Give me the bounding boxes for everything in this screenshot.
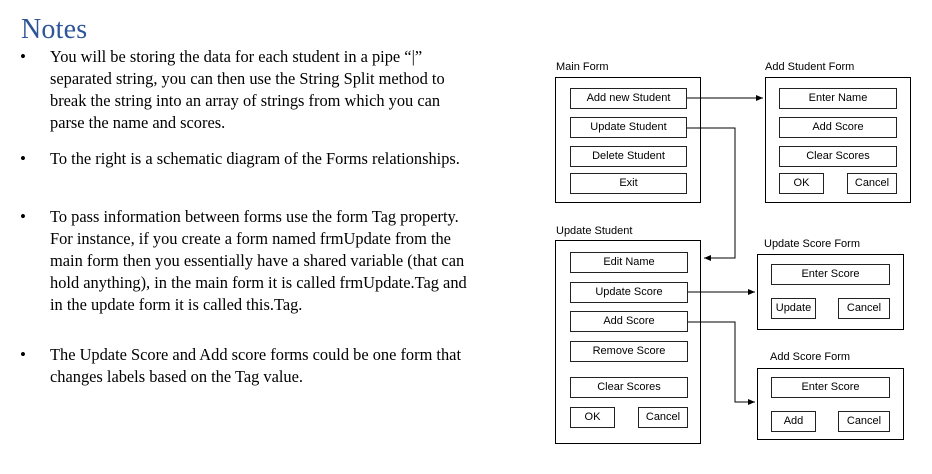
add-score-button[interactable]: Add Score — [570, 311, 688, 332]
update-button[interactable]: Update — [771, 298, 816, 319]
bullet-line: hold anything), in the main form it is called frmUpdate.Tag and — [50, 273, 467, 292]
bullet-line: To the right is a schematic diagram of the Forms relationships. — [50, 149, 460, 168]
cancel-button[interactable]: Cancel — [838, 298, 890, 319]
bullet-dot: • — [20, 345, 26, 364]
update-score-form-title: Update Score Form — [764, 238, 860, 250]
ok-button[interactable]: OK — [570, 407, 615, 428]
cancel-button[interactable]: Cancel — [838, 411, 890, 432]
enter-name-field[interactable]: Enter Name — [779, 88, 897, 109]
bullet-dot: • — [20, 207, 26, 226]
update-score-button[interactable]: Update Score — [570, 282, 688, 303]
arrow-update-student — [687, 128, 735, 258]
delete-student-button[interactable]: Delete Student — [570, 146, 687, 167]
update-student-form-title: Update Student — [556, 225, 633, 237]
cancel-button[interactable]: Cancel — [847, 173, 897, 194]
add-student-form-title: Add Student Form — [765, 61, 855, 73]
cancel-button[interactable]: Cancel — [638, 407, 688, 428]
main-form-title: Main Form — [556, 61, 609, 73]
add-new-student-button[interactable]: Add new Student — [570, 88, 687, 109]
page-title: Notes — [21, 14, 88, 45]
bullet-line: To pass information between forms use the form Tag property. — [50, 207, 459, 226]
enter-score-field[interactable]: Enter Score — [771, 377, 890, 398]
bullet-dot: • — [20, 47, 26, 66]
bullet-line: break the string into an array of strings from which you can — [50, 91, 441, 110]
bullet-dot: • — [20, 149, 26, 168]
bullet-line: changes labels based on the Tag value. — [50, 367, 303, 386]
bullet-line: main form then you essentially have a shared variable (that can — [50, 251, 465, 270]
add-score-form-title: Add Score Form — [770, 351, 851, 363]
bullet-line: in the update form it is called this.Tag. — [50, 295, 303, 314]
add-button[interactable]: Add — [771, 411, 816, 432]
bullet-line: separated string, you can then use the String Split method to — [50, 69, 445, 88]
clear-scores-button[interactable]: Clear Scores — [570, 377, 688, 398]
bullet-line: The Update Score and Add score forms could be one form that — [50, 345, 462, 364]
exit-button[interactable]: Exit — [570, 173, 687, 194]
arrow-add-score — [688, 322, 755, 402]
edit-name-button[interactable]: Edit Name — [570, 252, 688, 273]
clear-scores-button[interactable]: Clear Scores — [779, 146, 897, 167]
update-student-button[interactable]: Update Student — [570, 117, 687, 138]
ok-button[interactable]: OK — [779, 173, 824, 194]
bullet-line: parse the name and scores. — [50, 113, 226, 132]
remove-score-button[interactable]: Remove Score — [570, 341, 688, 362]
bullet-line: For instance, if you create a form named frmUpdate from the — [50, 229, 451, 248]
add-score-button[interactable]: Add Score — [779, 117, 897, 138]
bullet-line: You will be storing the data for each student in a pipe “|” — [50, 47, 423, 66]
enter-score-field[interactable]: Enter Score — [771, 264, 890, 285]
